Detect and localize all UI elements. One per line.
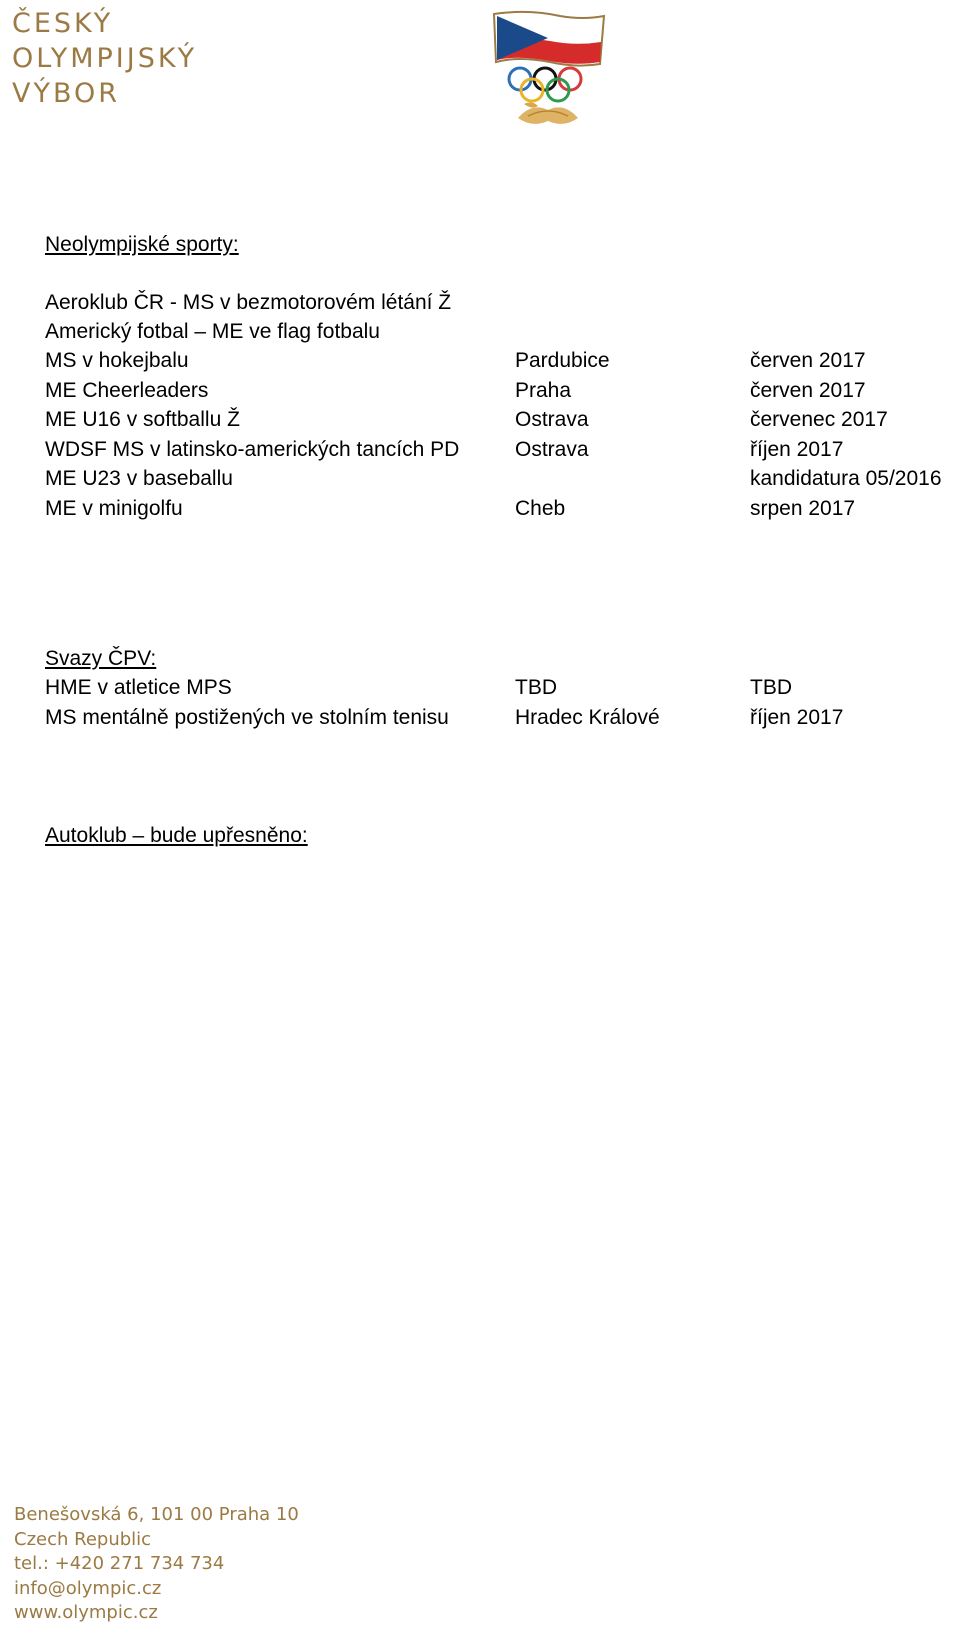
cov-logo-wordmark [12,6,197,111]
table-row [45,346,960,376]
event-name: Americký fotbal – ME ve flag fotbalu [45,320,380,343]
event-place: Cheb [515,497,566,520]
table-row [45,494,960,524]
event-place: Ostrava [515,438,589,461]
table-row [45,376,960,406]
table-row [45,288,960,318]
event-date: červen 2017 [750,349,866,372]
logo-line: VÝBOR [12,78,121,109]
footer-country: Czech Republic [14,1528,152,1550]
event-date: říjen 2017 [750,438,844,461]
footer-contact [14,1503,299,1626]
event-name: MS v hokejbalu [45,349,189,372]
table-row [45,317,960,347]
event-date: srpen 2017 [750,497,856,520]
event-date: červenec 2017 [750,408,888,431]
event-name: MS mentálně postižených ve stolním tenisu [45,706,449,729]
event-name: WDSF MS v latinsko-amerických tancích PD [45,438,460,461]
footer-web: www.olympic.cz [14,1602,158,1623]
event-name: ME Cheerleaders [45,379,209,402]
footer-address: Benešovská 6, 101 00 Praha 10 [14,1504,299,1525]
olympic-emblem-icon [488,6,608,131]
logo-line: OLYMPIJSKÝ [12,43,198,74]
event-place: Ostrava [515,408,589,431]
logo-line: ČESKÝ [12,8,114,39]
event-place: Hradec Králové [515,706,660,729]
table-row [45,703,960,733]
event-date: červen 2017 [750,379,866,402]
event-name: ME U16 v softballu Ž [45,408,240,431]
event-place: Praha [515,379,572,402]
event-name: ME v minigolfu [45,497,183,520]
table-row [45,464,960,494]
event-date: říjen 2017 [750,706,844,729]
footer-phone: tel.: +420 271 734 734 [14,1553,225,1574]
event-name: HME v atletice MPS [45,676,232,699]
table-row [45,673,960,703]
section-heading-nonolympic: Neolympijské sporty: [45,233,239,256]
table-row [45,405,960,435]
footer-email: info@olympic.cz [14,1577,162,1599]
event-name: Aeroklub ČR - MS v bezmotorovém létání Ž [45,291,452,314]
event-date: TBD [750,676,792,699]
section-heading-autoklub: Autoklub – bude upřesněno: [45,824,308,847]
event-place: Pardubice [515,349,610,372]
event-place: TBD [515,676,557,699]
section-heading-cpv: Svazy ČPV: [45,647,157,670]
table-row [45,435,960,465]
event-date: kandidatura 05/2016 [750,467,942,490]
event-name: ME U23 v baseballu [45,467,233,490]
